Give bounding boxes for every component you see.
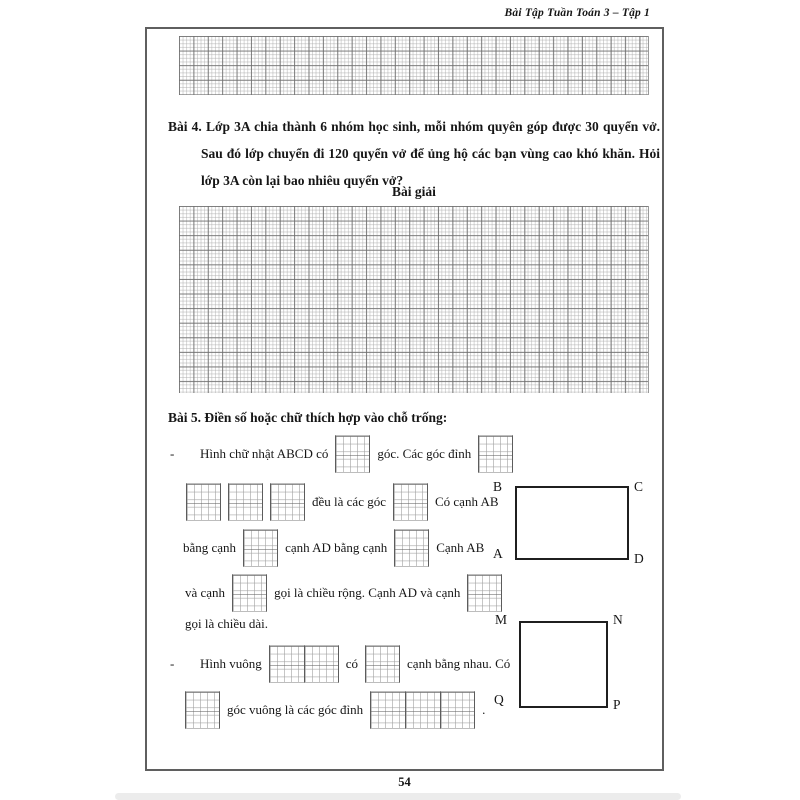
problem5-heading-text: Điền số hoặc chữ thích hợp vào chỗ trống: [204,410,448,425]
answer-box [394,529,429,567]
fill-line-text: . [482,702,486,717]
answer-box [185,691,220,729]
workspace-grid-solution [179,206,649,393]
answer-box [478,435,513,473]
answer-box [365,645,400,683]
rectangle-abcd-figure [515,486,629,560]
answer-box-cell [243,529,278,567]
answer-box-cell [370,691,405,729]
square-corner-label-n: N [613,612,623,627]
square-mnqp-figure [519,621,608,708]
fill-line-text: Hình chữ nhật ABCD có [200,446,329,461]
answer-box-cell [185,691,220,729]
answer-box [228,483,263,521]
answer-box-cell [440,691,475,729]
rectangle-corner-label-d: D [634,551,644,566]
fill-line-7 [185,689,485,731]
square-corner-label-m: M [495,612,508,627]
problem4-label: Bài 4. [168,119,202,134]
answer-box-cell [186,483,221,521]
square-corner-label-q: Q [494,692,504,707]
next-page-edge [115,793,681,800]
fill-line-text: và cạnh [185,585,226,600]
list-bullet: - [170,446,175,461]
fill-line-text: cạnh AD bằng cạnh [285,540,388,555]
page-header-title: Bài Tập Tuần Toán 3 – Tập 1 [504,7,650,19]
rectangle-corner-label-b: B [493,479,503,494]
fill-line-text: cạnh bằng nhau. Có [407,656,511,671]
fill-line-text: gọi là chiều dài. [185,616,269,631]
problem5-label: Bài 5. [168,410,202,425]
list-bullet: - [170,656,175,671]
answer-box-cell [304,645,339,683]
answer-box-cell [478,435,513,473]
rectangle-corner-label-a: A [493,546,503,561]
answer-box-cell [394,529,429,567]
answer-box [335,435,370,473]
answer-box-cell [269,645,304,683]
answer-box [269,645,339,683]
fill-line-text: bằng cạnh [183,540,237,555]
problem4-statement [168,113,660,194]
rectangle-corner-label-c: C [634,479,644,494]
answer-box [393,483,428,521]
fill-line-text: đều là các góc [312,494,386,509]
solution-heading: Bài giải [392,184,436,199]
answer-box [186,483,221,521]
page-number: 54 [398,775,411,789]
answer-box-cell [335,435,370,473]
fill-line-text: gọi là chiều rộng. Cạnh AD và cạnh [274,585,461,600]
fill-line-1 [170,433,513,475]
answer-box-cell [405,691,440,729]
fill-line-2 [186,481,499,523]
answer-box [232,574,267,612]
answer-box-cell [467,574,502,612]
answer-box [243,529,278,567]
answer-box-cell [270,483,305,521]
fill-line-6 [170,643,510,685]
fill-line-4 [185,572,502,614]
fill-line-5 [185,614,268,634]
fill-line-text: có [345,656,359,671]
answer-box-cell [365,645,400,683]
fill-line-text: góc vuông là các góc đỉnh [227,702,364,717]
square-corner-label-p: P [613,697,621,712]
problem5-heading [168,410,447,426]
fill-line-text: Cạnh AB [436,540,485,555]
answer-box-cell [232,574,267,612]
answer-box [467,574,502,612]
problem4-text: Lớp 3A chia thành 6 nhóm học sinh, mỗi nhóm quyên góp được 30 quyển vở. Sau đó lớp chuyển đi 120 quyển vở để ủng hộ các bạn vùng cao khó khăn. Hỏi lớp 3A còn lại bao nhiêu quyển vở? [201,119,661,188]
workspace-grid-top [179,36,649,95]
answer-box [270,483,305,521]
fill-line-text: góc. Các góc đỉnh [377,446,472,461]
answer-box-cell [393,483,428,521]
fill-line-3 [183,527,484,569]
answer-box-cell [228,483,263,521]
answer-box [370,691,475,729]
fill-line-text: Có cạnh AB [434,494,499,509]
fill-line-text: Hình vuông [200,656,262,671]
